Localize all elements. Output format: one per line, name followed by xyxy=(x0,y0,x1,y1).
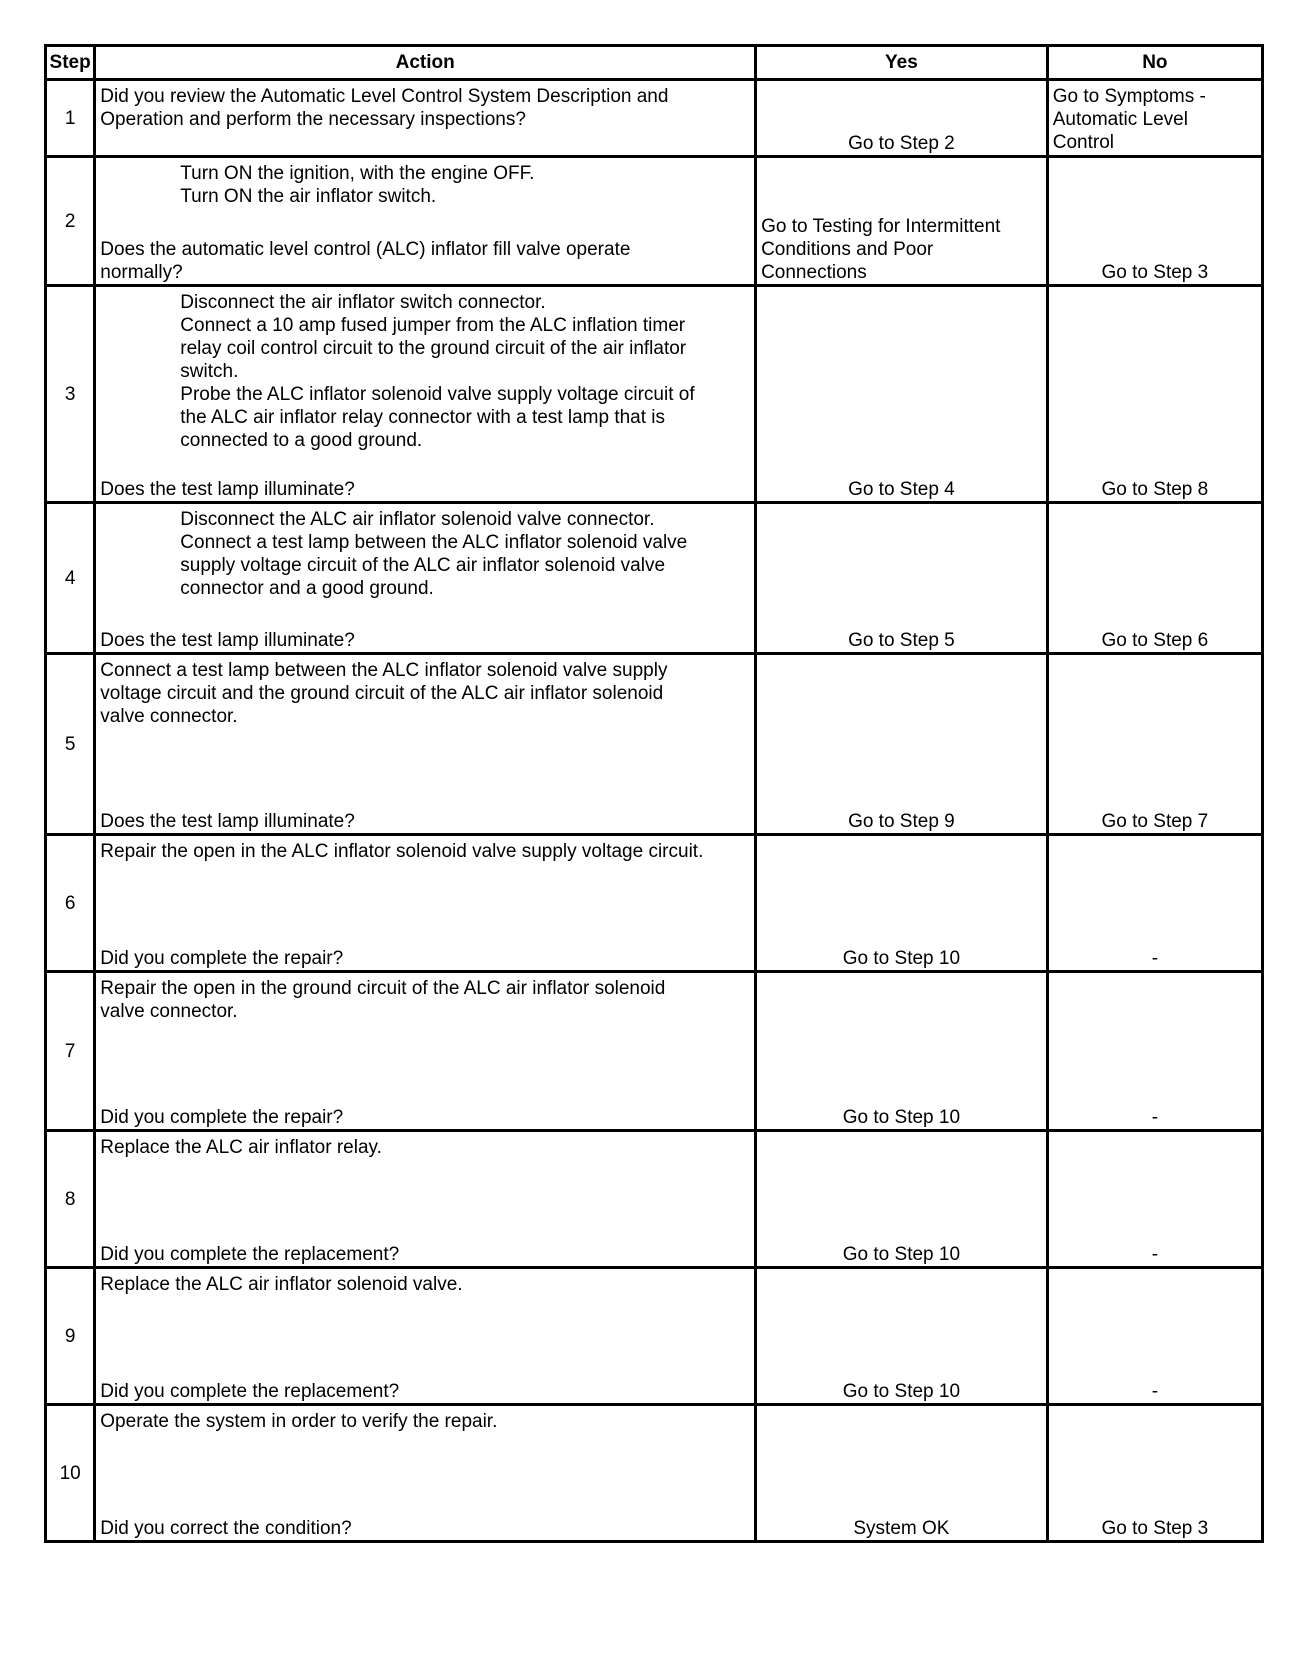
action-line: supply voltage circuit of the ALC air inflator solenoid valve xyxy=(180,555,666,576)
table-row xyxy=(46,157,1263,286)
yes-cell xyxy=(756,80,1048,157)
action-line: connector and a good ground. xyxy=(180,578,434,599)
action-line: Turn ON the air inflator switch. xyxy=(180,186,437,207)
yes-cell xyxy=(756,1268,1048,1405)
yes-cell xyxy=(756,286,1048,503)
no-result: Go to Step 6 xyxy=(1101,630,1209,651)
action-line: valve connector. xyxy=(100,1001,238,1022)
action-line: Turn ON the ignition, with the engine OFF. xyxy=(180,163,535,184)
table-row xyxy=(46,654,1263,835)
no-result: - xyxy=(1151,948,1159,969)
no-cell xyxy=(1047,835,1262,972)
yes-result: Go to Step 10 xyxy=(842,1244,961,1265)
table-row xyxy=(46,80,1263,157)
step-number: 5 xyxy=(46,654,95,835)
action-question: normally? xyxy=(100,262,183,283)
action-line: Replace the ALC air inflator solenoid valve. xyxy=(100,1274,463,1295)
yes-result-line: Conditions and Poor xyxy=(761,239,934,260)
action-question: Does the test lamp illuminate? xyxy=(100,479,355,500)
yes-result: Go to Step 9 xyxy=(848,811,955,832)
action-cell xyxy=(95,286,756,503)
action-line: Disconnect the ALC air inflator solenoid valve connector. xyxy=(180,509,655,530)
yes-result: Go to Step 4 xyxy=(848,479,955,500)
header-no: No xyxy=(1047,46,1262,80)
header-yes: Yes xyxy=(756,46,1048,80)
action-line: valve connector. xyxy=(100,706,238,727)
action-line: the ALC air inflator relay connector with a test lamp that is xyxy=(180,407,666,428)
action-line: Connect a test lamp between the ALC inflator solenoid valve supply xyxy=(100,660,668,681)
action-line: connected to a good ground. xyxy=(180,430,423,451)
action-line: Repair the open in the ground circuit of the ALC air inflator solenoid xyxy=(100,978,666,999)
no-result: Go to Step 3 xyxy=(1101,262,1209,283)
table-row xyxy=(46,503,1263,654)
no-cell xyxy=(1047,286,1262,503)
step-number: 6 xyxy=(46,835,95,972)
yes-result: Go to Step 10 xyxy=(842,948,961,969)
action-cell xyxy=(95,1268,756,1405)
no-cell xyxy=(1047,654,1262,835)
no-result: Go to Step 8 xyxy=(1101,479,1209,500)
yes-result: System OK xyxy=(853,1518,950,1539)
action-cell xyxy=(95,654,756,835)
action-line: Connect a test lamp between the ALC inflator solenoid valve xyxy=(180,532,688,553)
yes-cell xyxy=(756,654,1048,835)
step-number: 2 xyxy=(46,157,95,286)
action-question: Did you complete the replacement? xyxy=(100,1244,400,1265)
diagnostic-table xyxy=(44,44,1264,1543)
table-row xyxy=(46,1405,1263,1542)
yes-result: Go to Step 2 xyxy=(848,133,955,154)
action-question: Does the automatic level control (ALC) inflator fill valve operate xyxy=(100,239,631,260)
yes-cell xyxy=(756,503,1048,654)
action-line: voltage circuit and the ground circuit of the ALC air inflator solenoid xyxy=(100,683,664,704)
action-cell xyxy=(95,972,756,1131)
table-row xyxy=(46,1268,1263,1405)
no-result: - xyxy=(1151,1107,1159,1128)
action-cell xyxy=(95,157,756,286)
action-cell xyxy=(95,835,756,972)
table-row xyxy=(46,286,1263,503)
table-row xyxy=(46,835,1263,972)
no-cell xyxy=(1047,80,1262,157)
action-line: Disconnect the air inflator switch connector. xyxy=(180,292,546,313)
action-line: Did you review the Automatic Level Control System Description and xyxy=(100,86,669,107)
yes-cell xyxy=(756,835,1048,972)
action-line: Replace the ALC air inflator relay. xyxy=(100,1137,382,1158)
yes-result: Go to Step 10 xyxy=(842,1107,961,1128)
no-result-line: Go to Symptoms - xyxy=(1052,86,1206,107)
no-cell xyxy=(1047,1268,1262,1405)
no-cell xyxy=(1047,972,1262,1131)
yes-result-line: Go to Testing for Intermittent xyxy=(761,216,1001,237)
no-result: Go to Step 7 xyxy=(1101,811,1209,832)
no-result-line: Automatic Level xyxy=(1052,109,1188,130)
action-cell xyxy=(95,1131,756,1268)
step-number: 10 xyxy=(46,1405,95,1542)
action-question: Did you complete the repair? xyxy=(100,948,344,969)
action-question: Does the test lamp illuminate? xyxy=(100,630,355,651)
yes-result: Go to Step 10 xyxy=(842,1381,961,1402)
no-cell xyxy=(1047,157,1262,286)
step-number: 7 xyxy=(46,972,95,1131)
no-result: - xyxy=(1151,1381,1159,1402)
no-cell xyxy=(1047,503,1262,654)
yes-cell xyxy=(756,1131,1048,1268)
header-step: Step xyxy=(46,46,95,80)
action-question: Did you complete the repair? xyxy=(100,1107,344,1128)
action-question: Did you correct the condition? xyxy=(100,1518,352,1539)
action-line: Probe the ALC inflator solenoid valve supply voltage circuit of xyxy=(180,384,695,405)
yes-cell xyxy=(756,1405,1048,1542)
header-action: Action xyxy=(95,46,756,80)
step-number: 1 xyxy=(46,80,95,157)
action-cell xyxy=(95,503,756,654)
action-cell xyxy=(95,1405,756,1542)
step-number: 4 xyxy=(46,503,95,654)
action-question: Did you complete the replacement? xyxy=(100,1381,400,1402)
no-result: - xyxy=(1151,1244,1159,1265)
no-cell xyxy=(1047,1131,1262,1268)
yes-cell xyxy=(756,972,1048,1131)
action-line: Operate the system in order to verify the repair. xyxy=(100,1411,498,1432)
no-result: Go to Step 3 xyxy=(1101,1518,1209,1539)
step-number: 3 xyxy=(46,286,95,503)
yes-result-line: Connections xyxy=(761,262,867,283)
step-number: 9 xyxy=(46,1268,95,1405)
table-row xyxy=(46,1131,1263,1268)
action-line: Repair the open in the ALC inflator solenoid valve supply voltage circuit. xyxy=(100,841,704,862)
no-result-line: Control xyxy=(1052,132,1114,153)
yes-result: Go to Step 5 xyxy=(848,630,955,651)
table-row xyxy=(46,972,1263,1131)
yes-cell xyxy=(756,157,1048,286)
step-number: 8 xyxy=(46,1131,95,1268)
action-line: switch. xyxy=(180,361,239,382)
header-row xyxy=(46,46,1263,80)
action-line: Operation and perform the necessary inspections? xyxy=(100,109,526,130)
action-cell xyxy=(95,80,756,157)
action-line: Connect a 10 amp fused jumper from the ALC inflation timer xyxy=(180,315,686,336)
action-question: Does the test lamp illuminate? xyxy=(100,811,355,832)
action-line: relay coil control circuit to the ground circuit of the air inflator xyxy=(180,338,687,359)
no-cell xyxy=(1047,1405,1262,1542)
